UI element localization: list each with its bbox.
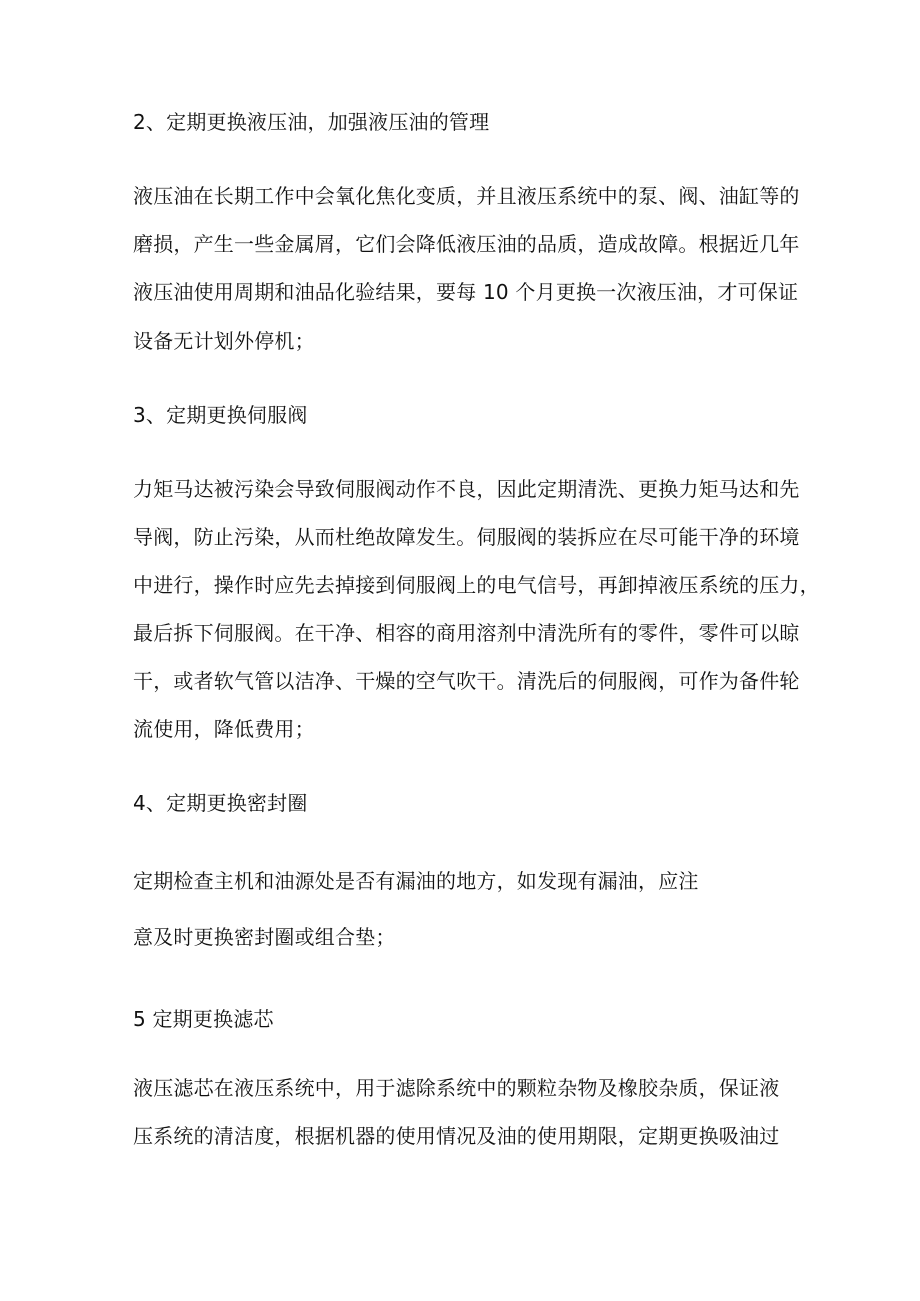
section-3-line-2: 导阀，防止污染，从而杜绝故障发生。伺服阀的装拆应在尽可能干净的环境 (133, 525, 800, 549)
section-5-heading: 5 定期更换滤芯 (133, 1007, 274, 1031)
section-4-heading: 4、定期更换密封圈 (133, 791, 308, 815)
section-2-line-2: 磨损，产生一些金属屑，它们会降低液压油的品质，造成故障。根据近几年 (133, 232, 800, 256)
section-3-line-5: 干，或者软气管以洁净、干燥的空气吹干。清洗后的伺服阀，可作为备件轮 (133, 669, 800, 693)
section-2-line-1: 液压油在长期工作中会氧化焦化变质，并且液压系统中的泵、阀、油缸等的 (133, 184, 800, 208)
section-3-line-4: 最后拆下伺服阀。在干净、相容的商用溶剂中清洗所有的零件，零件可以晾 (133, 621, 800, 645)
section-2-line-3: 液压油使用周期和油品化验结果，要每 10 个月更换一次液压油，才可保证 (133, 280, 799, 304)
section-4-line-1: 定期检查主机和油源处是否有漏油的地方，如发现有漏油，应注 (133, 869, 699, 893)
section-4-line-2: 意及时更换密封圈或组合垫； (133, 925, 396, 949)
section-3-line-3: 中进行，操作时应先去掉接到伺服阀上的电气信号，再卸掉液压系统的压力， (133, 573, 820, 597)
section-3-heading: 3、定期更换伺服阀 (133, 403, 308, 427)
section-5-line-1: 液压滤芯在液压系统中，用于滤除系统中的颗粒杂物及橡胶杂质，保证液 (133, 1076, 780, 1100)
section-3-line-1: 力矩马达被污染会导致伺服阀动作不良，因此定期清洗、更换力矩马达和先 (133, 477, 800, 501)
section-3-line-6: 流使用，降低费用； (133, 717, 315, 741)
section-2-line-4: 设备无计划外停机； (133, 329, 315, 353)
section-5-line-2: 压系统的清洁度，根据机器的使用情况及油的使用期限，定期更换吸油过 (133, 1124, 780, 1148)
section-2-heading: 2、定期更换液压油，加强液压油的管理 (133, 110, 490, 134)
